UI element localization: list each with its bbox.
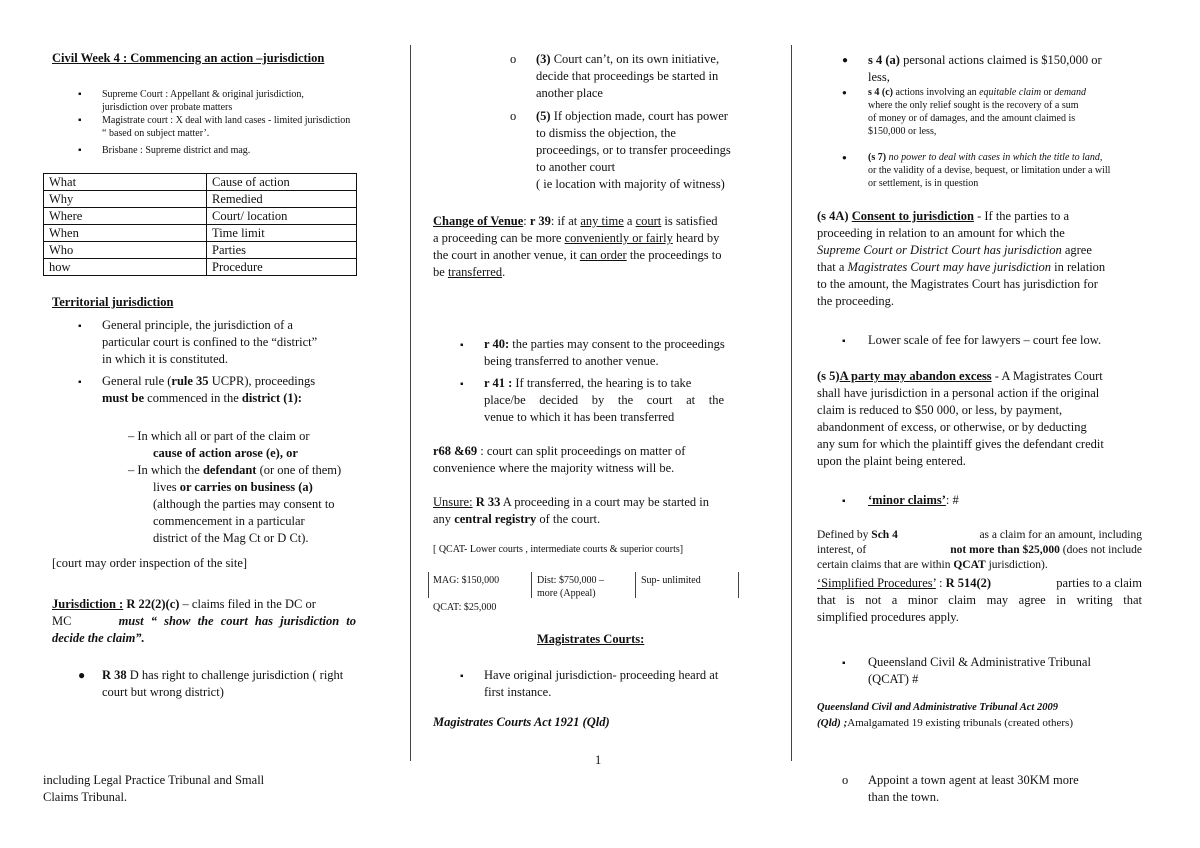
- original-jurisdiction-item: ▪ Have original jurisdiction- proceeding heard at first instance.: [460, 668, 719, 699]
- qcat-courts-line: [ QCAT- Lower courts , intermediate courts & superior courts]: [433, 544, 684, 555]
- r41-item: ▪ r 41 : If transferred, the hearing is to take place/be decided by the court at the venue to which it has been transferred: [460, 376, 724, 424]
- minor-claims-item: ▪ ‘minor claims’: #: [842, 493, 959, 507]
- column-divider-1: [410, 45, 411, 761]
- minor-claims-definition: Defined by Sch 4 as a claim for an amount, including interest, of not more than $25,000 (does not include certain claims that are within QCAT jurisdiction).: [817, 529, 1142, 571]
- court-line: Supreme Court : Appellant & original jurisdiction,: [102, 89, 304, 100]
- table-row: When Time limit: [44, 225, 357, 242]
- dist-limit: Dist: $750,000 – more (Appeal): [537, 575, 604, 599]
- unsure-note: Unsure: R 33 A proceeding in a court may be started in any central registry of the court.: [433, 495, 709, 526]
- territorial-heading: Territorial jurisdiction: [52, 295, 174, 309]
- courts-list: ▪ Supreme Court : Appellant & original jurisdiction, jurisdiction over probate matters ▪ Magistrate court : X deal with land cases - limited jurisdiction “ based on subject matter’. ▪ Brisbane : Supreme district and mag.: [78, 88, 398, 157]
- page-title: Civil Week 4 : Commencing an action –jurisdiction: [52, 51, 325, 65]
- lower-fee-item: ▪ Lower scale of fee for lawyers – court fee low.: [842, 333, 1102, 347]
- objection-item-5: o (5) If objection made, court has power to dismiss the objection, the proceedings, or to transfer proceedings to another court ( ie location with majority of witness): [510, 109, 731, 191]
- s7-item: ● (s 7) no power to deal with cases in which the title to land, or the validity of a devise, bequest, or limitation under a will or settlement, is in question: [842, 152, 1111, 189]
- footer-right: o Appoint a town agent at least 30KM more than the town.: [842, 773, 1079, 804]
- limits-divider: [428, 572, 429, 598]
- r40-item: ▪ r 40: the parties may consent to the proceedings being transferred to another venue.: [460, 337, 725, 368]
- table-row: What Cause of action: [44, 174, 357, 191]
- abandon-excess: (s 5)A party may abandon excess - A Magistrates Court shall have jurisdiction in a personal action if the original claim is reduced to $50 000, or less, by payment, abandonment of excess, or otherwise, or by deducting any sum for which the plaintiff gives the defendant credit upon the plaint being entered.: [817, 369, 1104, 468]
- limits-divider: [531, 572, 532, 598]
- page-number: 1: [595, 753, 602, 767]
- mag-limit: MAG: $150,000: [433, 575, 500, 586]
- qcat-limit: QCAT: $25,000: [433, 602, 497, 613]
- court-line: jurisdiction over probate matters: [102, 102, 233, 113]
- court-line: “ based on subject matter’.: [102, 128, 210, 139]
- s4c-item: ● s 4 (c) actions involving an equitable claim or demand where the only relief sought is the recovery of a sum of money or of damages, and the amount claimed is $150,000 or less,: [842, 87, 1087, 137]
- what-why-table: [43, 173, 357, 276]
- inspection-note: [court may order inspection of the site]: [52, 556, 248, 570]
- r38-item: ● R 38 D has right to challenge jurisdiction ( right court but wrong district): [78, 668, 344, 699]
- general-rule: ▪ General rule (rule 35 UCPR), proceedings must be commenced in the district (1):: [78, 374, 316, 405]
- objection-item-3: o (3) Court can’t, on its own initiative, decide that proceedings be started in another place: [510, 52, 720, 100]
- qcat-item: ▪ Queensland Civil & Administrative Tribunal (QCAT) #: [842, 655, 1091, 686]
- limits-divider: [738, 572, 739, 598]
- sup-limit: Sup- unlimited: [641, 575, 701, 586]
- limits-divider: [635, 572, 636, 598]
- court-line: Brisbane : Supreme district and mag.: [102, 145, 251, 156]
- district-rules: – In which all or part of the claim or cause of action arose (e), or – In which the defendant (or one of them) lives or carries on business (a) (although the parties may consent to commencement in a particular district of the Mag Ct or D Ct).: [128, 429, 342, 545]
- qcat-act: Queensland Civil and Administrative Tribunal Act 2009 (Qld) ;Amalgamated 19 existing tribunals (created others): [817, 702, 1073, 729]
- table-row: Why Remedied: [44, 191, 357, 208]
- magistrates-act: Magistrates Courts Act 1921 (Qld): [433, 715, 610, 729]
- column-divider-2: [791, 45, 792, 761]
- r68-note: r68 &69 : court can split proceedings on matter of convenience where the majority witness will be.: [433, 444, 686, 475]
- jurisdiction-rule: Jurisdiction : R 22(2)(c) – claims filed in the DC or MC must “ show the court has jurisdiction to decide the claim”.: [52, 597, 356, 645]
- general-principle: ▪ General principle, the jurisdiction of a particular court is confined to the “district” in which it is constituted.: [78, 318, 318, 366]
- table-row: Where Court/ location: [44, 208, 357, 225]
- consent-to-jurisdiction: (s 4A) Consent to jurisdiction - If the parties to a proceeding in relation to an amount for which the Supreme Court or District Court has jurisdiction agree that a Magistrates Court may have jurisdiction in relation to the amount, the Magistrates Court has jurisdiction for the proceeding.: [817, 209, 1106, 308]
- table-row: how Procedure: [44, 259, 357, 276]
- simplified-procedures: ‘Simplified Procedures’ : R 514(2) parties to a claim that is not a minor claim may agree in writing that simplified procedures apply.: [817, 576, 1142, 624]
- table-row: Who Parties: [44, 242, 357, 259]
- footer-left: including Legal Practice Tribunal and Small Claims Tribunal.: [43, 773, 265, 804]
- magistrates-heading: Magistrates Courts:: [537, 632, 645, 646]
- court-line: Magistrate court : X deal with land cases - limited jurisdiction: [102, 115, 351, 126]
- s4a-item: ● s 4 (a) personal actions claimed is $150,000 or less,: [842, 53, 1102, 84]
- change-of-venue: Change of Venue: r 39: if at any time a court is satisfied a proceeding can be more conveniently or fairly heard by the court in another venue, it can order the proceedings to be transferred.: [433, 214, 722, 279]
